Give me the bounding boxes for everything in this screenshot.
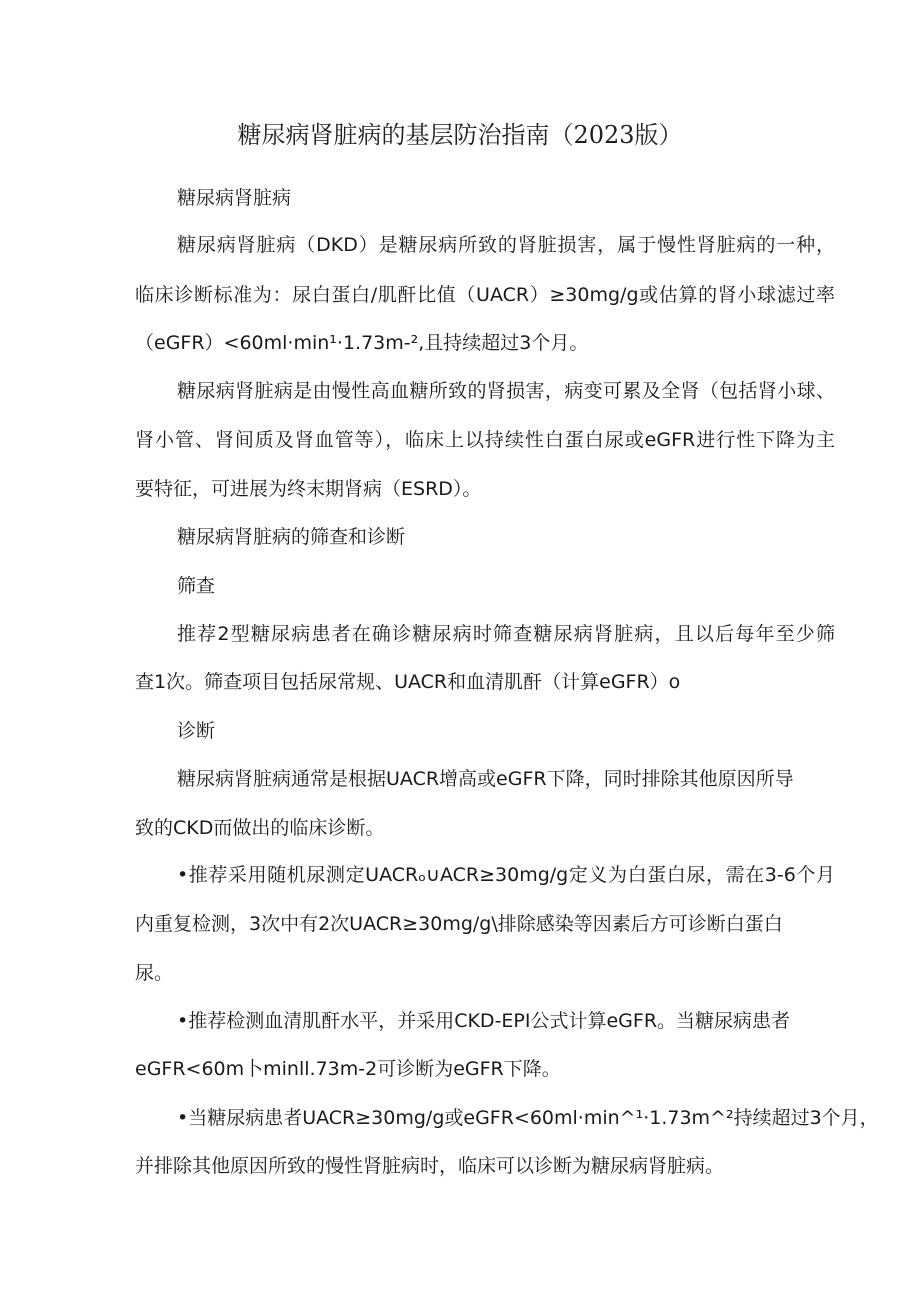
paragraph-line: 临床诊断标准为：尿白蛋白/肌酐比值（UACR）≥30mg/g或估算的肾小球滤过率: [135, 284, 835, 306]
paragraph-line: eGFR<60m卜minll.73m-2可诊断为eGFR下降。: [135, 1058, 561, 1080]
paragraph-line: 尿。: [135, 962, 174, 984]
paragraph-line: 查1次。筛查项目包括尿常规、UACR和血清肌酐（计算eGFR）o: [135, 671, 681, 693]
subsection-heading: 诊断: [177, 720, 216, 742]
paragraph-line: 糖尿病肾脏病（DKD）是糖尿病所致的肾脏损害，属于慢性肾脏病的一种，: [177, 234, 835, 256]
section-heading: 糖尿病肾脏病的筛查和诊断: [177, 526, 406, 548]
section-heading: 糖尿病肾脏病: [177, 187, 292, 209]
bullet-line: •推荐检测血清肌酐水平，并采用CKD-EPI公式计算eGFR。当糖尿病患者: [177, 1010, 791, 1032]
paragraph-line: 糖尿病肾脏病通常是根据UACR增高或eGFR下降，同时排除其他原因所导: [177, 768, 794, 790]
paragraph-line: （eGFR）<60ml·min¹·1.73m-²,且持续超过3个月。: [135, 332, 589, 354]
paragraph-line: 内重复检测，3次中有2次UACR≥30mg/g\排除感染等因素后方可诊断白蛋白: [135, 913, 783, 935]
bullet-line: •当糖尿病患者UACR≥30mg/g或eGFR<60ml·min^¹·1.73m^²持续超过3个月，: [177, 1107, 879, 1129]
paragraph-line: 并排除其他原因所致的慢性肾脏病时，临床可以诊断为糖尿病肾脏病。: [135, 1155, 725, 1177]
paragraph-line: 要特征，可进展为终末期肾病（ESRD）。: [135, 478, 482, 500]
paragraph-line: 推荐2型糖尿病患者在确诊糖尿病时筛查糖尿病肾脏病，且以后每年至少筛: [177, 623, 835, 645]
subsection-heading: 筛查: [177, 575, 216, 597]
bullet-line: •推荐采用随机尿测定UACRₒ∪ACR≥30mg/g定义为白蛋白尿，需在3-6个月: [177, 864, 835, 886]
paragraph-line: 肾小管、肾间质及肾血管等），临床上以持续性白蛋白尿或eGFR进行性下降为主: [135, 429, 835, 451]
document-title: 糖尿病肾脏病的基层防治指南（2023版）: [237, 121, 683, 149]
paragraph-line: 糖尿病肾脏病是由慢性高血糖所致的肾损害，病变可累及全肾（包括肾小球、: [177, 380, 835, 402]
paragraph-line: 致的CKD而做出的临床诊断。: [135, 817, 385, 839]
